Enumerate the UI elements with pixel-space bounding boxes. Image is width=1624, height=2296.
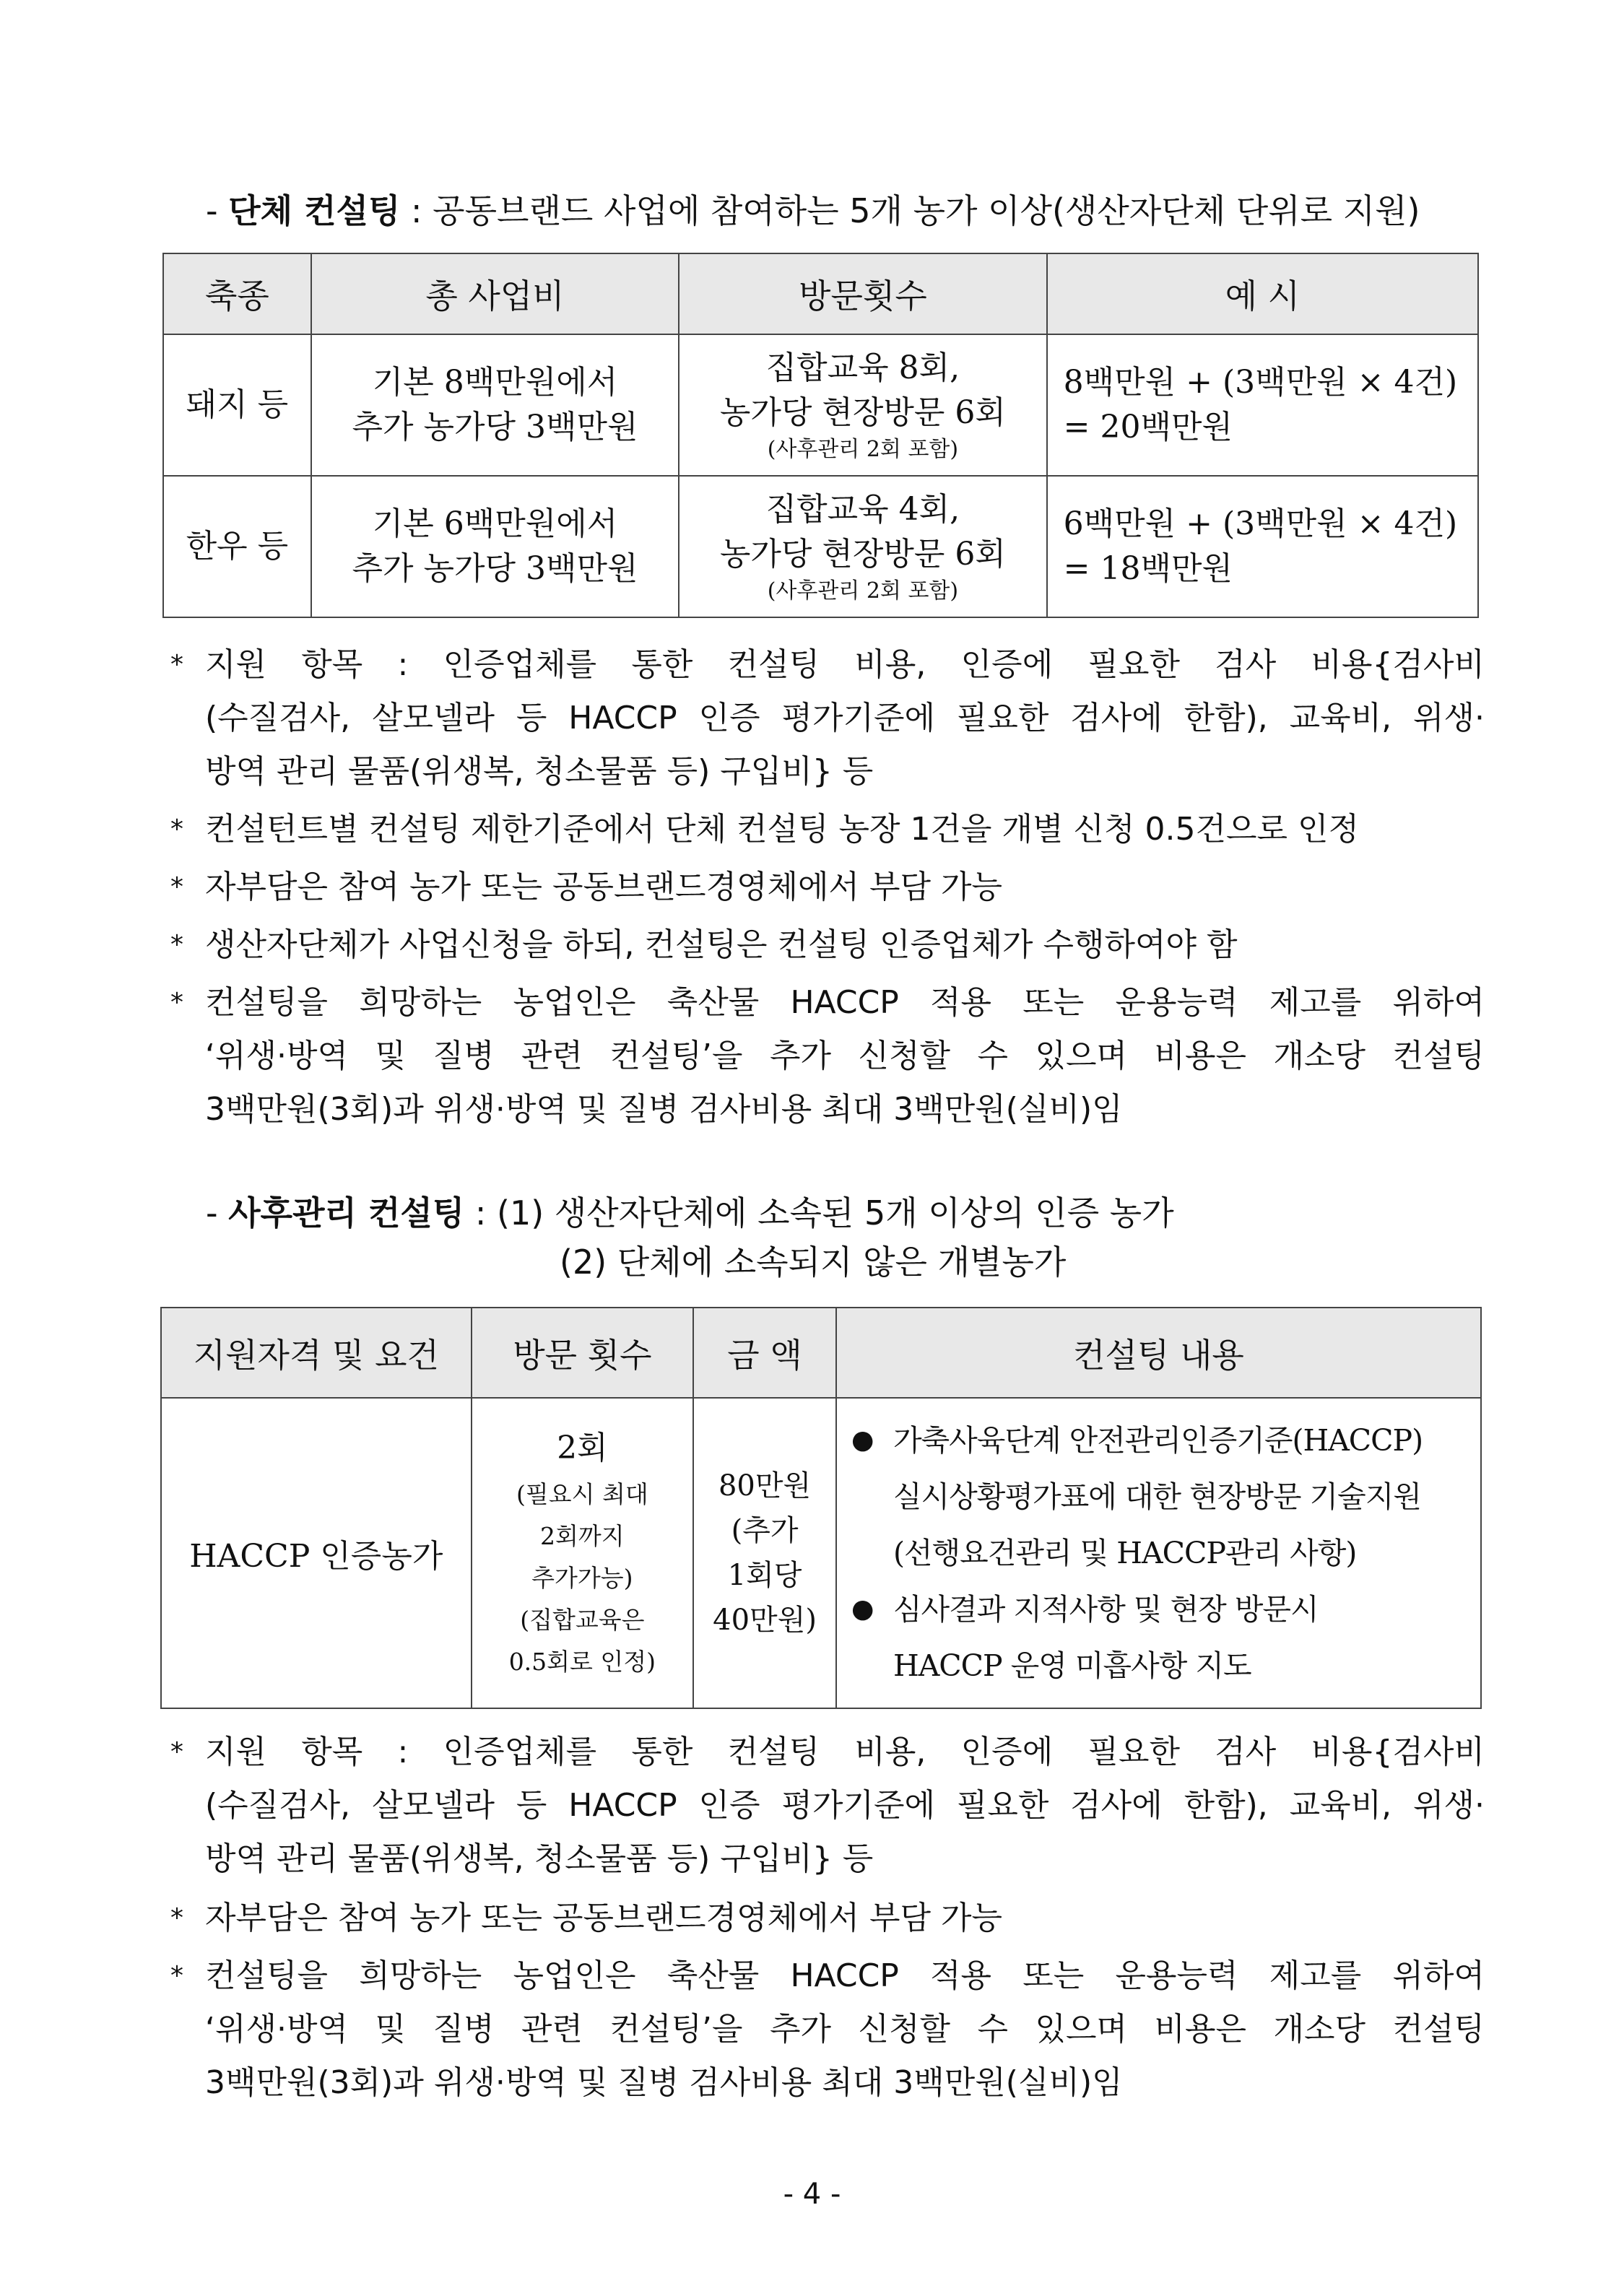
count-note: (집합교육은: [520, 1606, 645, 1634]
note-hygiene-consulting: [170, 976, 1485, 1136]
list-item: [851, 1581, 1473, 1694]
note-line: 3백만원(3회)과 위생·방역 및 질병 검사비용 최대 3백만원(실비)임: [205, 2064, 1123, 2101]
cell-total-cost: [311, 476, 679, 617]
note-self-burden: [170, 861, 1485, 914]
content-list: [837, 1402, 1480, 1704]
amount-line: 80만원: [718, 1469, 812, 1503]
note-line: ‘위생·방역 및 질병 관련 컨설팅’을 추가 신청할 수 있으며 비용은 개소당 컨설팅: [205, 2011, 1485, 2048]
heading-description-line2: (2) 단체에 소속되지 않은 개별농가: [560, 1243, 1067, 1282]
note-line: 컨설팅을 희망하는 농업인은 축산물 HACCP 적용 또는 운용능력 제고를 위하여: [205, 1957, 1485, 1994]
note-star: *: [170, 814, 183, 844]
count-note: (필요시 최대: [516, 1480, 648, 1508]
bullet-icon: ●: [851, 1594, 874, 1624]
page-number: - 4 -: [783, 2178, 841, 2211]
cell-example: [1047, 334, 1478, 476]
heading-dash: -: [206, 191, 229, 230]
visit-line: 집합교육 4회,: [765, 491, 960, 528]
section-heading-aftercare-consulting: [206, 1191, 1174, 1235]
note-star: *: [170, 988, 183, 1017]
cost-line: 추가 농가당 3백만원: [352, 409, 638, 445]
visit-line: 집합교육 8회,: [765, 349, 960, 386]
note-consultant-limit: [170, 803, 1485, 856]
content-line: 심사결과 지적사항 및 현장 방문시: [893, 1592, 1319, 1627]
note-support-items: [170, 638, 1485, 799]
note-star: *: [170, 1737, 183, 1767]
list-item: [851, 1412, 1473, 1581]
amount-line: 1회당: [727, 1559, 802, 1592]
note-line: 컨설팅을 희망하는 농업인은 축산물 HACCP 적용 또는 운용능력 제고를 위하여: [205, 984, 1485, 1021]
note-star: *: [170, 930, 183, 960]
note-line: 컨설턴트별 컨설팅 제한기준에서 단체 컨설팅 농장 1건을 개별 신청 0.5건으로 인정: [205, 811, 1359, 848]
note-star: *: [170, 1961, 183, 1991]
table-header-row: [163, 253, 1478, 334]
table-row: [163, 476, 1478, 617]
cost-line: 기본 8백만원에서: [372, 364, 618, 401]
note-line: (수질검사, 살모넬라 등 HACCP 인증 평가기준에 필요한 검사에 한함), 교육비, 위생·: [205, 700, 1485, 736]
note-line: ‘위생·방역 및 질병 관련 컨설팅’을 추가 신청할 수 있으며 비용은 개소당 컨설팅: [205, 1038, 1485, 1074]
count-note: 0.5회로 인정): [508, 1648, 656, 1676]
cell-amount: [693, 1398, 836, 1708]
visit-line: 농가당 현장방문 6회: [719, 536, 1006, 573]
cell-species: 한우 등: [163, 476, 311, 617]
visit-note: (사후관리 2회 포함): [767, 578, 959, 604]
group-consulting-table: [162, 253, 1479, 618]
cell-visit-count: [472, 1398, 694, 1708]
heading-description: : (1) 생산자단체에 소속된 5개 이상의 인증 농가: [464, 1193, 1174, 1232]
content-line: 가축사육단계 안전관리인증기준(HACCP): [893, 1423, 1423, 1458]
cost-line: 추가 농가당 3백만원: [352, 550, 638, 587]
count-note: 추가가능): [531, 1564, 633, 1592]
cell-total-cost: [311, 334, 679, 476]
content-line: 실시상황평가표에 대한 현장방문 기술지원: [893, 1479, 1421, 1514]
note-star: *: [170, 650, 183, 679]
cell-consulting-content: [836, 1398, 1481, 1708]
note-line: 생산자단체가 사업신청을 하되, 컨설팅은 컨설팅 인증업체가 수행하여야 함: [205, 926, 1238, 963]
cell-visit-count: [679, 476, 1046, 617]
heading-title: 단체 컨설팅: [228, 191, 401, 230]
note-line: (수질검사, 살모넬라 등 HACCP 인증 평가기준에 필요한 검사에 한함), 교육비, 위생·: [205, 1787, 1485, 1824]
cell-qualification: HACCP 인증농가: [161, 1398, 472, 1708]
content-line: HACCP 운영 미흡사항 지도: [893, 1648, 1251, 1683]
heading-dash: -: [206, 1193, 229, 1232]
note-producer-group: [170, 918, 1485, 972]
note-line: 방역 관리 물품(위생복, 청소물품 등) 구입비} 등: [205, 1840, 874, 1877]
header-species: 축종: [163, 253, 311, 334]
note-line: 지원 항목 : 인증업체를 통한 컨설팅 비용, 인증에 필요한 검사 비용{검사비: [205, 646, 1485, 683]
note-self-burden-2: [170, 1892, 1485, 1945]
count-note: 2회까지: [540, 1522, 625, 1550]
example-line: 6백만원 + (3백만원 × 4건): [1063, 505, 1458, 542]
cost-line: 기본 6백만원에서: [372, 505, 618, 542]
example-line: 8백만원 + (3백만원 × 4건): [1063, 364, 1458, 401]
header-example: 예 시: [1047, 253, 1478, 334]
header-visit-count: 방문횟수: [679, 253, 1046, 334]
visit-note: (사후관리 2회 포함): [767, 437, 959, 462]
amount-line: (추가: [731, 1514, 799, 1547]
header-qualification: 지원자격 및 요건: [161, 1308, 472, 1398]
note-star: *: [170, 872, 183, 902]
example-line: = 18백만원: [1063, 550, 1233, 587]
amount-line: 40만원): [713, 1604, 817, 1637]
visit-line: 농가당 현장방문 6회: [719, 394, 1006, 431]
heading-description: : 공동브랜드 사업에 참여하는 5개 농가 이상(생산자단체 단위로 지원): [400, 191, 1420, 230]
header-visit-count: 방문 횟수: [472, 1308, 694, 1398]
note-line: 3백만원(3회)과 위생·방역 및 질병 검사비용 최대 3백만원(실비)임: [205, 1091, 1123, 1128]
header-consulting-content: 컨설팅 내용: [836, 1308, 1481, 1398]
cell-example: [1047, 476, 1478, 617]
section-heading-group-consulting: [206, 189, 1420, 232]
note-line: 방역 관리 물품(위생복, 청소물품 등) 구입비} 등: [205, 753, 874, 790]
header-total-cost: 총 사업비: [311, 253, 679, 334]
note-support-items-2: [170, 1726, 1485, 1886]
table-row: [161, 1398, 1481, 1708]
bullet-icon: ●: [851, 1425, 874, 1455]
aftercare-consulting-table: [160, 1307, 1482, 1709]
header-amount: 금 액: [693, 1308, 836, 1398]
cell-species: 돼지 등: [163, 334, 311, 476]
heading-title: 사후관리 컨설팅: [228, 1193, 465, 1232]
note-star: *: [170, 1903, 183, 1933]
note-hygiene-consulting-2: [170, 1949, 1485, 2110]
note-line: 자부담은 참여 농가 또는 공동브랜드경영체에서 부담 가능: [205, 1900, 1003, 1936]
note-line: 자부담은 참여 농가 또는 공동브랜드경영체에서 부담 가능: [205, 869, 1003, 905]
table-header-row: [161, 1308, 1481, 1398]
note-line: 지원 항목 : 인증업체를 통한 컨설팅 비용, 인증에 필요한 검사 비용{검사비: [205, 1734, 1485, 1770]
cell-visit-count: [679, 334, 1046, 476]
example-line: = 20백만원: [1063, 409, 1233, 445]
count-main: 2회: [557, 1430, 608, 1466]
table-row: [163, 334, 1478, 476]
content-line: (선행요건관리 및 HACCP관리 사항): [893, 1536, 1357, 1570]
